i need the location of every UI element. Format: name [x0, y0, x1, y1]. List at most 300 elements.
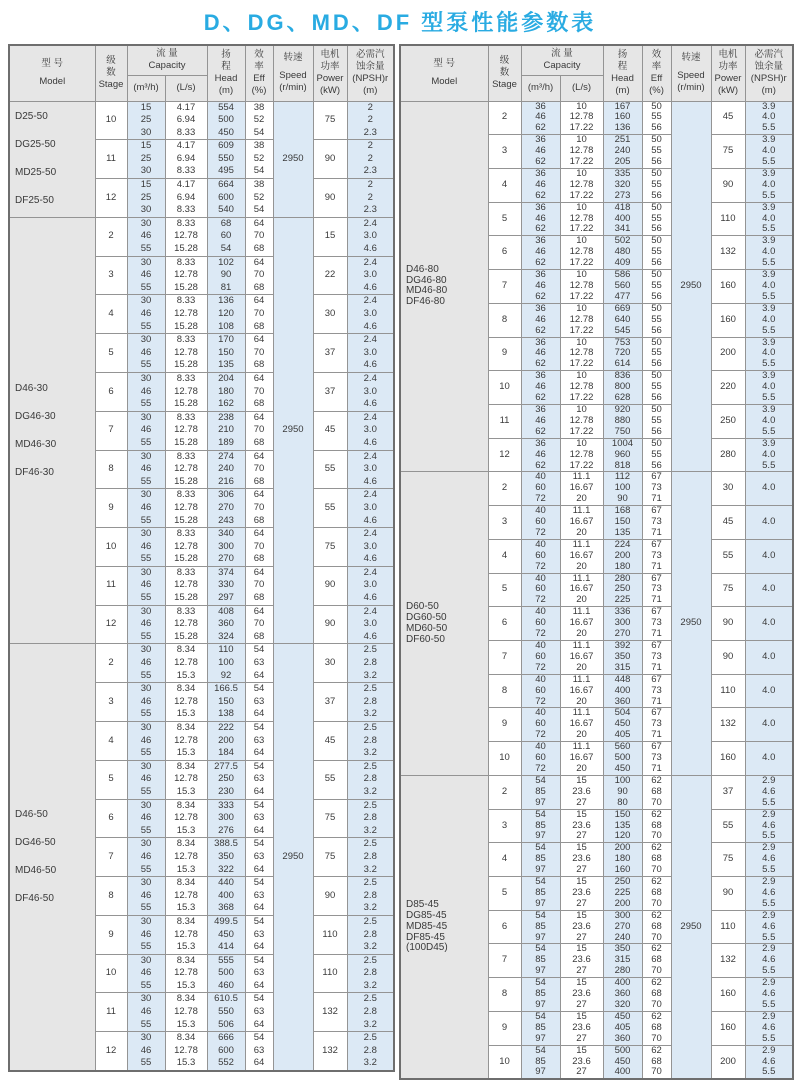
capacity-m3h-cell: 54 85 97	[521, 877, 560, 911]
power-cell: 110	[313, 954, 347, 993]
capacity-ls-cell: 15 23.6 27	[560, 910, 603, 944]
capacity-ls-cell: 11.1 16.67 20	[560, 506, 603, 540]
power-cell: 250	[711, 404, 745, 438]
power-cell: 75	[711, 135, 745, 169]
capacity-ls-cell: 10 12.78 17.22	[560, 303, 603, 337]
npsh-cell: 4.0	[745, 472, 793, 506]
capacity-m3h-cell: 30 46 55	[127, 683, 165, 722]
model-label-en: Model	[39, 76, 66, 88]
npsh-cell: 2.4 3.0 4.6	[347, 372, 394, 411]
capacity-m3h-cell: 30 46 55	[127, 372, 165, 411]
table-body	[9, 101, 394, 1071]
stage-cell: 2	[95, 217, 127, 256]
col-header-speed: 转速 Speed (r/min)	[273, 45, 313, 101]
power-cell: 37	[313, 334, 347, 373]
power-cell: 55	[313, 450, 347, 489]
power-cell: 75	[313, 528, 347, 567]
eff-cell: 50 55 56	[642, 371, 671, 405]
capacity-m3h-cell: 40 60 72	[521, 607, 560, 641]
npsh-cell: 2 2 2.3	[347, 140, 394, 179]
col-header-npsh: 必需汽 蚀余量 (NPSH)r (m)	[347, 45, 394, 101]
eff-cell: 54 63 64	[245, 644, 273, 683]
stage-cell: 7	[488, 641, 521, 675]
stage-cell: 5	[488, 202, 521, 236]
capacity-ls-cell: 8.33 12.78 15.28	[165, 217, 207, 256]
capacity-m3h-cell: 30 46 55	[127, 993, 165, 1032]
npsh-cell: 2.9 4.6 5.5	[745, 877, 793, 911]
eff-cell: 54 63 64	[245, 683, 273, 722]
head-cell: 300 270 240	[603, 910, 642, 944]
head-cell: 336 300 270	[603, 607, 642, 641]
head-cell: 440 400 368	[207, 877, 245, 916]
stage-cell: 8	[488, 303, 521, 337]
page-title: D、DG、MD、DF 型泵性能参数表	[203, 10, 597, 35]
table-row	[400, 101, 793, 135]
head-cell: 502 480 409	[603, 236, 642, 270]
npsh-cell: 2.5 2.8 3.2	[347, 877, 394, 916]
stage-cell: 3	[95, 256, 127, 295]
power-cell: 90	[711, 641, 745, 675]
capacity-m3h-cell: 40 60 72	[521, 742, 560, 776]
npsh-cell: 3.9 4.0 5.5	[745, 236, 793, 270]
head-cell: 418 400 341	[603, 202, 642, 236]
stage-cell: 10	[488, 742, 521, 776]
npsh-cell: 2.9 4.6 5.5	[745, 944, 793, 978]
head-cell: 102 90 81	[207, 256, 245, 295]
power-cell: 15	[313, 217, 347, 256]
capacity-m3h-cell: 30 46 55	[127, 644, 165, 683]
capacity-ls-cell: 8.33 12.78 15.28	[165, 256, 207, 295]
stage-cell: 11	[95, 566, 127, 605]
eff-cell: 62 68 70	[642, 775, 671, 809]
capacity-ls-cell: 15 23.6 27	[560, 978, 603, 1012]
power-cell: 75	[711, 843, 745, 877]
stage-cell: 9	[488, 708, 521, 742]
npsh-cell: 2.5 2.8 3.2	[347, 760, 394, 799]
capacity-m3h-cell: 40 60 72	[521, 506, 560, 540]
eff-cell: 62 68 70	[642, 910, 671, 944]
col-header-npsh: 必需汽 蚀余量 (NPSH)r (m)	[745, 45, 793, 101]
stage-cell: 5	[95, 334, 127, 373]
capacity-ls-cell: 8.34 12.78 15.3	[165, 993, 207, 1032]
power-cell: 45	[313, 411, 347, 450]
eff-cell: 64 70 68	[245, 566, 273, 605]
npsh-cell: 2.4 3.0 4.6	[347, 256, 394, 295]
head-cell: 335 320 273	[603, 168, 642, 202]
eff-cell: 62 68 70	[642, 1045, 671, 1079]
capacity-m3h-cell: 36 46 62	[521, 202, 560, 236]
power-cell: 45	[711, 506, 745, 540]
capacity-ls-cell: 8.33 12.78 15.28	[165, 450, 207, 489]
eff-cell: 50 55 56	[642, 101, 671, 135]
capacity-ls-cell: 11.1 16.67 20	[560, 708, 603, 742]
stage-cell: 2	[488, 775, 521, 809]
head-cell: 450 405 360	[603, 1011, 642, 1045]
col-header-ls: (L/s)	[560, 75, 603, 101]
capacity-m3h-cell: 30 46 55	[127, 605, 165, 644]
col-header-capacity: 流 量 Capacity	[127, 45, 207, 75]
stage-cell: 9	[488, 337, 521, 371]
power-cell: 132	[711, 708, 745, 742]
power-cell: 37	[313, 683, 347, 722]
model-cell: D60-50 DG60-50 MD60-50 DF60-50	[400, 472, 488, 775]
capacity-m3h-cell: 54 85 97	[521, 843, 560, 877]
capacity-m3h-cell: 30 46 55	[127, 722, 165, 761]
power-cell: 55	[711, 539, 745, 573]
eff-cell: 54 63 64	[245, 722, 273, 761]
capacity-m3h-cell: 30 46 55	[127, 528, 165, 567]
npsh-cell: 2.5 2.8 3.2	[347, 838, 394, 877]
npsh-cell: 3.9 4.0 5.5	[745, 135, 793, 169]
capacity-ls-cell: 8.33 12.78 15.28	[165, 295, 207, 334]
power-cell: 160	[711, 742, 745, 776]
head-cell: 1004 960 818	[603, 438, 642, 472]
capacity-ls-cell: 10 12.78 17.22	[560, 438, 603, 472]
stage-cell: 8	[488, 674, 521, 708]
capacity-ls-cell: 10 12.78 17.22	[560, 101, 603, 135]
eff-cell: 64 70 68	[245, 295, 273, 334]
capacity-m3h-cell: 36 46 62	[521, 168, 560, 202]
eff-cell: 54 63 64	[245, 915, 273, 954]
eff-cell: 64 70 68	[245, 605, 273, 644]
stage-cell: 7	[488, 270, 521, 304]
pump-parameter-table-left	[8, 44, 395, 1072]
stage-cell: 6	[488, 910, 521, 944]
table-header	[9, 45, 394, 101]
npsh-cell: 2.5 2.8 3.2	[347, 915, 394, 954]
table-row	[400, 472, 793, 506]
head-cell: 920 880 750	[603, 404, 642, 438]
capacity-ls-cell: 8.34 12.78 15.3	[165, 722, 207, 761]
capacity-ls-cell: 15 23.6 27	[560, 877, 603, 911]
stage-cell: 6	[488, 607, 521, 641]
stage-cell: 9	[488, 1011, 521, 1045]
capacity-m3h-cell: 40 60 72	[521, 573, 560, 607]
eff-cell: 67 73 71	[642, 674, 671, 708]
head-cell: 500 450 400	[603, 1045, 642, 1079]
col-header-power: 电机 功率 Power (kW)	[711, 45, 745, 101]
power-cell: 220	[711, 371, 745, 405]
npsh-cell: 3.9 4.0 5.5	[745, 101, 793, 135]
capacity-m3h-cell: 36 46 62	[521, 404, 560, 438]
power-cell: 132	[711, 236, 745, 270]
power-cell: 110	[711, 202, 745, 236]
eff-cell: 50 55 56	[642, 438, 671, 472]
stage-cell: 5	[488, 877, 521, 911]
power-cell: 200	[711, 337, 745, 371]
npsh-cell: 2.4 3.0 4.6	[347, 295, 394, 334]
capacity-m3h-cell: 40 60 72	[521, 472, 560, 506]
capacity-m3h-cell: 54 85 97	[521, 910, 560, 944]
eff-cell: 38 52 54	[245, 101, 273, 140]
power-cell: 90	[313, 877, 347, 916]
npsh-cell: 3.9 4.0 5.5	[745, 404, 793, 438]
stage-cell: 7	[95, 838, 127, 877]
head-cell: 560 500 450	[603, 742, 642, 776]
capacity-ls-cell: 4.17 6.94 8.33	[165, 101, 207, 140]
capacity-m3h-cell: 40 60 72	[521, 708, 560, 742]
col-header-power: 电机 功率 Power (kW)	[313, 45, 347, 101]
eff-cell: 54 63 64	[245, 1032, 273, 1071]
speed-cell: 2950	[273, 101, 313, 217]
eff-cell: 64 70 68	[245, 450, 273, 489]
power-cell: 90	[313, 140, 347, 179]
eff-cell: 67 73 71	[642, 641, 671, 675]
head-cell: 222 200 184	[207, 722, 245, 761]
capacity-ls-cell: 15 23.6 27	[560, 1011, 603, 1045]
power-cell: 30	[711, 472, 745, 506]
head-cell: 250 225 200	[603, 877, 642, 911]
capacity-ls-cell: 11.1 16.67 20	[560, 573, 603, 607]
model-cell: D25-50 DG25-50 MD25-50 DF25-50	[9, 101, 95, 217]
npsh-cell: 2.9 4.6 5.5	[745, 910, 793, 944]
power-cell: 90	[313, 605, 347, 644]
stage-cell: 8	[95, 450, 127, 489]
power-cell: 132	[711, 944, 745, 978]
capacity-m3h-cell: 30 46 55	[127, 450, 165, 489]
stage-cell: 7	[488, 944, 521, 978]
stage-cell: 5	[488, 573, 521, 607]
stage-cell: 6	[488, 236, 521, 270]
capacity-ls-cell: 8.33 12.78 15.28	[165, 334, 207, 373]
col-header-model: 型 号 Model	[400, 45, 488, 101]
capacity-m3h-cell: 36 46 62	[521, 135, 560, 169]
power-cell: 132	[313, 993, 347, 1032]
stage-cell: 9	[95, 489, 127, 528]
speed-cell: 2950	[671, 775, 711, 1079]
capacity-ls-cell: 8.34 12.78 15.3	[165, 877, 207, 916]
head-cell: 224 200 180	[603, 539, 642, 573]
eff-cell: 54 63 64	[245, 760, 273, 799]
capacity-m3h-cell: 36 46 62	[521, 371, 560, 405]
stage-cell: 5	[95, 760, 127, 799]
stage-cell: 12	[95, 179, 127, 218]
power-cell: 30	[313, 295, 347, 334]
power-cell: 110	[313, 915, 347, 954]
pump-parameter-table-right	[399, 44, 794, 1080]
capacity-ls-cell: 11.1 16.67 20	[560, 674, 603, 708]
eff-cell: 50 55 56	[642, 168, 671, 202]
eff-cell: 64 70 68	[245, 528, 273, 567]
power-cell: 37	[711, 775, 745, 809]
table-row	[9, 101, 394, 140]
stage-cell: 2	[95, 644, 127, 683]
power-cell: 160	[711, 1011, 745, 1045]
capacity-m3h-cell: 54 85 97	[521, 944, 560, 978]
npsh-cell: 3.9 4.0 5.5	[745, 303, 793, 337]
capacity-m3h-cell: 30 46 55	[127, 217, 165, 256]
col-header-head: 扬 程 Head (m)	[603, 45, 642, 101]
power-cell: 75	[313, 101, 347, 140]
capacity-ls-cell: 8.33 12.78 15.28	[165, 489, 207, 528]
npsh-cell: 3.9 4.0 5.5	[745, 168, 793, 202]
eff-cell: 62 68 70	[642, 877, 671, 911]
power-cell: 22	[313, 256, 347, 295]
npsh-cell: 4.0	[745, 674, 793, 708]
head-cell: 753 720 614	[603, 337, 642, 371]
head-cell: 554 500 450	[207, 101, 245, 140]
capacity-ls-cell: 8.34 12.78 15.3	[165, 683, 207, 722]
npsh-cell: 2.4 3.0 4.6	[347, 605, 394, 644]
npsh-cell: 2.4 3.0 4.6	[347, 450, 394, 489]
npsh-cell: 3.9 4.0 5.5	[745, 270, 793, 304]
head-cell: 280 250 225	[603, 573, 642, 607]
npsh-cell: 2 2 2.3	[347, 179, 394, 218]
npsh-cell: 2.5 2.8 3.2	[347, 722, 394, 761]
npsh-cell: 2.5 2.8 3.2	[347, 1032, 394, 1071]
power-cell: 200	[711, 1045, 745, 1079]
speed-cell: 2950	[273, 644, 313, 1071]
eff-cell: 64 70 68	[245, 256, 273, 295]
npsh-cell: 4.0	[745, 742, 793, 776]
power-cell: 90	[711, 607, 745, 641]
npsh-cell: 2.9 4.6 5.5	[745, 1011, 793, 1045]
stage-cell: 11	[95, 993, 127, 1032]
stage-cell: 4	[95, 722, 127, 761]
stage-cell: 7	[95, 411, 127, 450]
capacity-ls-cell: 8.33 12.78 15.28	[165, 605, 207, 644]
npsh-cell: 2.4 3.0 4.6	[347, 411, 394, 450]
npsh-cell: 4.0	[745, 573, 793, 607]
capacity-m3h-cell: 54 85 97	[521, 978, 560, 1012]
stage-cell: 4	[488, 843, 521, 877]
capacity-m3h-cell: 36 46 62	[521, 101, 560, 135]
capacity-ls-cell: 8.34 12.78 15.3	[165, 954, 207, 993]
col-header-m3h: (m³/h)	[521, 75, 560, 101]
power-cell: 55	[313, 760, 347, 799]
model-cell: D46-80 DG46-80 MD46-80 DF46-80	[400, 101, 488, 472]
stage-cell: 10	[95, 954, 127, 993]
head-cell: 400 360 320	[603, 978, 642, 1012]
head-cell: 167 160 136	[603, 101, 642, 135]
eff-cell: 67 73 71	[642, 607, 671, 641]
power-cell: 55	[711, 809, 745, 843]
capacity-m3h-cell: 36 46 62	[521, 236, 560, 270]
power-cell: 90	[313, 566, 347, 605]
power-cell: 30	[313, 644, 347, 683]
capacity-ls-cell: 11.1 16.67 20	[560, 641, 603, 675]
col-header-ls: (L/s)	[165, 75, 207, 101]
head-cell: 170 150 135	[207, 334, 245, 373]
power-cell: 110	[711, 910, 745, 944]
stage-cell: 3	[488, 506, 521, 540]
eff-cell: 67 73 71	[642, 506, 671, 540]
stage-cell: 12	[95, 605, 127, 644]
capacity-m3h-cell: 30 46 55	[127, 334, 165, 373]
power-cell: 110	[711, 674, 745, 708]
power-cell: 75	[313, 799, 347, 838]
npsh-cell: 2.9 4.6 5.5	[745, 843, 793, 877]
capacity-ls-cell: 8.33 12.78 15.28	[165, 411, 207, 450]
stage-cell: 10	[488, 1045, 521, 1079]
capacity-m3h-cell: 15 25 30	[127, 101, 165, 140]
capacity-m3h-cell: 15 25 30	[127, 179, 165, 218]
npsh-cell: 4.0	[745, 641, 793, 675]
capacity-m3h-cell: 30 46 55	[127, 760, 165, 799]
npsh-cell: 2.4 3.0 4.6	[347, 566, 394, 605]
capacity-m3h-cell: 30 46 55	[127, 256, 165, 295]
capacity-ls-cell: 11.1 16.67 20	[560, 472, 603, 506]
capacity-ls-cell: 11.1 16.67 20	[560, 539, 603, 573]
head-cell: 168 150 135	[603, 506, 642, 540]
eff-cell: 67 73 71	[642, 539, 671, 573]
power-cell: 45	[711, 101, 745, 135]
stage-cell: 11	[488, 404, 521, 438]
head-cell: 238 210 189	[207, 411, 245, 450]
npsh-cell: 3.9 4.0 5.5	[745, 337, 793, 371]
eff-cell: 67 73 71	[642, 472, 671, 506]
eff-cell: 50 55 56	[642, 270, 671, 304]
head-cell: 68 60 54	[207, 217, 245, 256]
col-header-eff: 效 率 Eff (%)	[245, 45, 273, 101]
stage-cell: 11	[95, 140, 127, 179]
npsh-cell: 2.4 3.0 4.6	[347, 217, 394, 256]
capacity-m3h-cell: 54 85 97	[521, 1011, 560, 1045]
capacity-ls-cell: 8.33 12.78 15.28	[165, 372, 207, 411]
capacity-ls-cell: 8.33 12.78 15.28	[165, 528, 207, 567]
power-cell: 160	[711, 978, 745, 1012]
model-cell: D85-45 DG85-45 MD85-45 DF85-45 (100D45)	[400, 775, 488, 1079]
stage-cell: 12	[488, 438, 521, 472]
col-header-m3h: (m³/h)	[127, 75, 165, 101]
capacity-ls-cell: 10 12.78 17.22	[560, 404, 603, 438]
capacity-m3h-cell: 40 60 72	[521, 539, 560, 573]
eff-cell: 64 70 68	[245, 217, 273, 256]
head-cell: 200 180 160	[603, 843, 642, 877]
table-row	[9, 644, 394, 683]
stage-cell: 4	[488, 539, 521, 573]
capacity-m3h-cell: 40 60 72	[521, 674, 560, 708]
eff-cell: 62 68 70	[642, 944, 671, 978]
eff-cell: 54 63 64	[245, 954, 273, 993]
eff-cell: 54 63 64	[245, 799, 273, 838]
eff-cell: 50 55 56	[642, 236, 671, 270]
head-cell: 499.5 450 414	[207, 915, 245, 954]
stage-cell: 3	[488, 809, 521, 843]
capacity-ls-cell: 8.34 12.78 15.3	[165, 838, 207, 877]
capacity-m3h-cell: 30 46 55	[127, 799, 165, 838]
npsh-cell: 2.5 2.8 3.2	[347, 644, 394, 683]
power-cell: 90	[711, 168, 745, 202]
col-header-model	[9, 45, 95, 101]
eff-cell: 62 68 70	[642, 809, 671, 843]
capacity-m3h-cell: 30 46 55	[127, 566, 165, 605]
col-header-speed: 转速 Speed (r/min)	[671, 45, 711, 101]
eff-cell: 67 73 71	[642, 742, 671, 776]
head-cell: 251 240 205	[603, 135, 642, 169]
speed-cell: 2950	[671, 101, 711, 472]
capacity-ls-cell: 15 23.6 27	[560, 809, 603, 843]
capacity-m3h-cell: 30 46 55	[127, 954, 165, 993]
eff-cell: 50 55 56	[642, 303, 671, 337]
capacity-ls-cell: 15 23.6 27	[560, 775, 603, 809]
npsh-cell: 2.5 2.8 3.2	[347, 683, 394, 722]
capacity-ls-cell: 8.34 12.78 15.3	[165, 915, 207, 954]
capacity-ls-cell: 4.17 6.94 8.33	[165, 140, 207, 179]
head-cell: 166.5 150 138	[207, 683, 245, 722]
capacity-ls-cell: 8.34 12.78 15.3	[165, 644, 207, 683]
capacity-ls-cell: 10 12.78 17.22	[560, 236, 603, 270]
table-row	[400, 775, 793, 809]
eff-cell: 64 70 68	[245, 334, 273, 373]
stage-cell: 8	[95, 877, 127, 916]
capacity-ls-cell: 11.1 16.67 20	[560, 742, 603, 776]
power-cell: 132	[313, 1032, 347, 1071]
power-cell: 75	[313, 838, 347, 877]
col-header-head: 扬 程 Head (m)	[207, 45, 245, 101]
npsh-cell: 3.9 4.0 5.5	[745, 438, 793, 472]
capacity-ls-cell: 8.34 12.78 15.3	[165, 799, 207, 838]
